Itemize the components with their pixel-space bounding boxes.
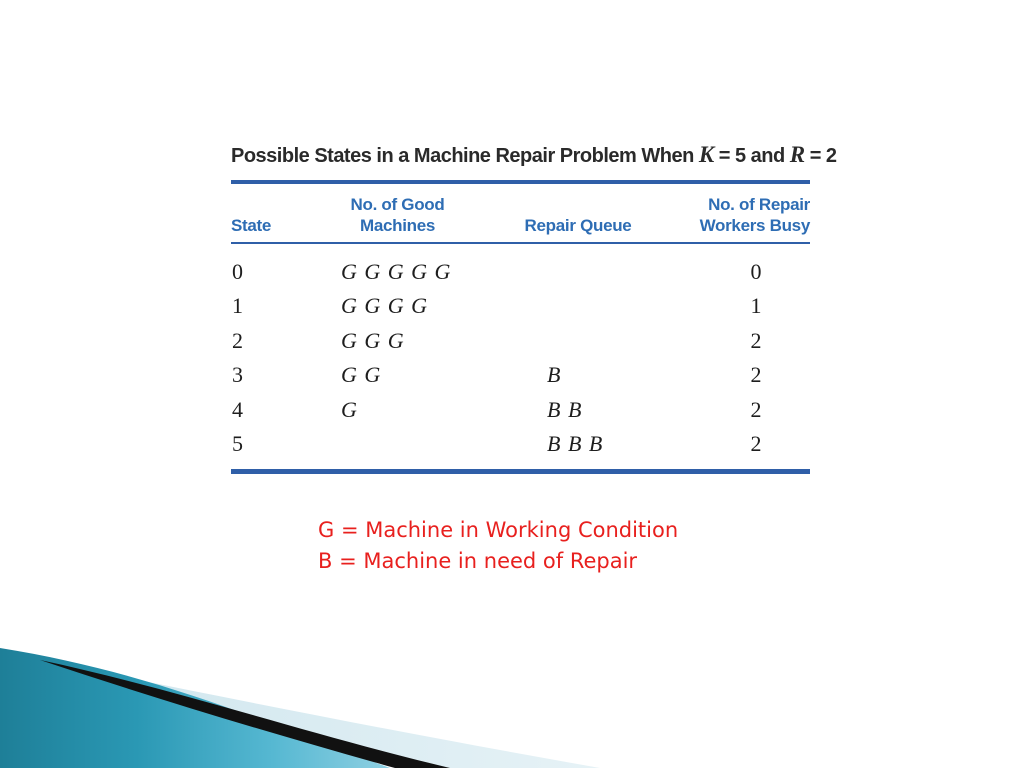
state-cell: 3: [232, 362, 243, 388]
caption-r-variable: R: [789, 142, 805, 167]
swoosh-teal-band: [0, 648, 390, 768]
legend-line-b: B = Machine in need of Repair: [318, 549, 638, 573]
header-good-machines: [330, 194, 465, 236]
table-caption: [231, 142, 837, 168]
state-cell: 0: [232, 259, 243, 284]
swoosh-pale-band: [60, 664, 600, 768]
swoosh-dark-stroke: [40, 660, 450, 768]
table-header-rule: [231, 242, 810, 244]
table-body: [231, 255, 810, 461]
table-row: [231, 255, 810, 289]
legend: [318, 515, 678, 577]
workers-busy-cell: 1: [750, 293, 762, 319]
workers-busy-cell: 2: [750, 362, 762, 388]
header-state: State: [231, 216, 272, 235]
header-good-line2: Machines: [359, 216, 436, 235]
legend-line-g: G = Machine in Working Condition: [318, 518, 679, 542]
table-row: [231, 358, 810, 392]
header-good-line1: No. of Good: [350, 195, 445, 214]
state-cell: 1: [232, 293, 243, 319]
good-machines-cell: G G G: [341, 327, 404, 353]
workers-busy-cell: 2: [750, 327, 762, 353]
repair-queue-cell: B B: [547, 396, 582, 422]
header-busy-line1: No. of Repair: [708, 195, 810, 214]
caption-r-equals: = 2: [804, 145, 837, 167]
table-row: [231, 427, 810, 461]
header-repair-queue: Repair Queue: [524, 216, 632, 235]
workers-busy-cell: 0: [750, 259, 762, 284]
state-cell: 2: [232, 327, 243, 353]
good-machines-cell: G G G G G: [341, 259, 451, 284]
header-workers-busy: [690, 194, 810, 236]
state-cell: 4: [232, 396, 243, 422]
state-cell: 5: [232, 430, 243, 456]
workers-busy-cell: 2: [750, 430, 762, 456]
table-row: [231, 324, 810, 358]
good-machines-cell: G: [341, 396, 357, 422]
good-machines-cell: G G G G: [341, 293, 428, 319]
workers-busy-cell: 2: [750, 396, 762, 422]
table-row: [231, 393, 810, 427]
caption-k-equals: = 5 and: [713, 145, 790, 167]
header-busy-line2: Workers Busy: [699, 216, 810, 235]
caption-k-variable: K: [698, 142, 714, 167]
good-machines-cell: G G: [341, 362, 381, 388]
table-bottom-rule: [231, 469, 810, 474]
table-top-rule: [231, 180, 810, 184]
repair-queue-cell: B B B: [547, 430, 603, 456]
caption-text: Possible States in a Machine Repair Problem When: [231, 145, 699, 167]
table-row: [231, 289, 810, 323]
repair-queue-cell: B: [547, 362, 561, 388]
